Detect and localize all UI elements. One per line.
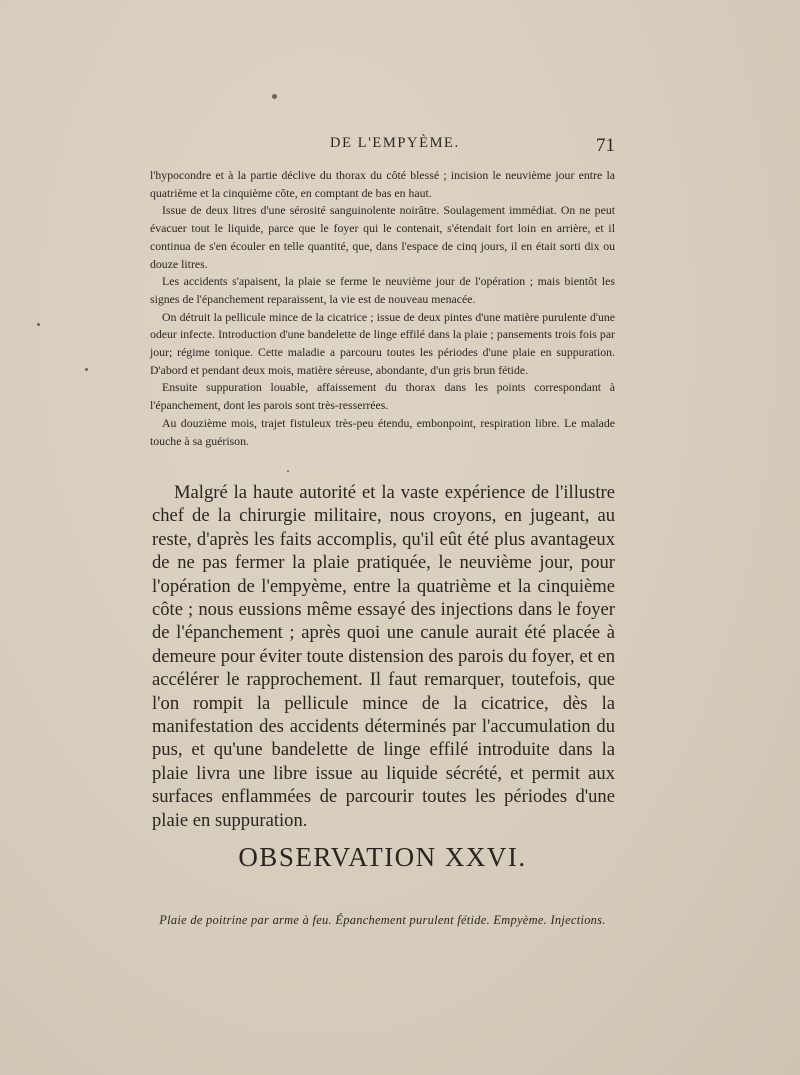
paper-speck — [85, 368, 88, 371]
paper-speck — [37, 323, 40, 326]
page-number: 71 — [596, 135, 615, 156]
observation-subtitle: Plaie de poitrine par arme à feu. Épanchement purulent fétide. Empyème. Injections. — [159, 913, 606, 927]
page-header — [150, 129, 615, 157]
case-note-paragraph: Issue de deux litres d'une sérosité sanguinolente noirâtre. Soulagement immédiat. On ne peut évacuer tout le liquide, parce que le foyer qui le contenait, s'étendait fort loin en arrière, et il continua de s'en écouler en telle quantité, que, dans l'espace de cinq jours, il en était sorti dix ou douze litres. — [150, 203, 615, 271]
running-head: DE L'EMPYÈME. — [330, 135, 460, 151]
case-note-paragraph: Ensuite suppuration louable, affaissement du thorax dans les points correspondant à l'épanchement, dont les parois sont très-resserrées. — [150, 380, 615, 413]
commentary-paragraph: Malgré la haute autorité et la vaste expérience de l'illustre chef de la chirurgie militaire, nous croyons, en jugeant, au reste, d'après les faits accomplis, qu'il eût été plus avantageux de ne pas fermer la plaie pratiquée, le neuvième jour, pour l'opération de l'empyème, entre la quatrième et la cinquième côte ; nous eussions même essayé des injections dans le foyer de l'épanchement ; après quoi une canule aurait été placée à demeure pour éviter toute distension des parois du foyer, et en accélérer le rapprochement. Il faut remarquer, toutefois, que l'on rompit la pellicule mince de la cicatrice, dès la manifestation des accidents déterminés par l'accumulation du pus, et qu'une bandelette de linge effilé introduite dans la plaie livra une libre issue au liquide sécrété, et permit aux surfaces enflammées de parcourir toutes les périodes d'une plaie en suppuration. — [152, 482, 615, 831]
case-note-paragraph: Au douzième mois, trajet fistuleux très-peu étendu, embonpoint, respiration libre. Le malade touche à sa guérison. — [150, 415, 615, 448]
case-note-paragraph: l'hypocondre et à la partie déclive du thorax du côté blessé ; incision le neuvième jour entre la quatrième et la cinquième côte, en comptant de bas en haut. — [150, 168, 615, 200]
case-notes — [150, 167, 615, 450]
case-note-paragraph: Les accidents s'apaisent, la plaie se ferme le neuvième jour de l'opération ; mais bientôt les signes de l'épanchement reparaissent, la vie est de nouveau menacée. — [150, 274, 615, 306]
paper-speck — [272, 94, 277, 99]
case-note-paragraph: On détruit la pellicule mince de la cicatrice ; issue de deux pintes d'une matière purulente d'une odeur infecte. Introduction d'une bandelette de linge effilé dans la plaie ; pansements trois fois par jour; régime tonique. Cette maladie a parcouru toutes les périodes d'une plaie en suppuration. D'abord et pendant deux mois, matière séreuse, abondante, d'un gris brun fétide. — [150, 309, 615, 377]
paper-speck — [287, 470, 289, 472]
observation-title: OBSERVATION XXVI. — [238, 842, 527, 872]
